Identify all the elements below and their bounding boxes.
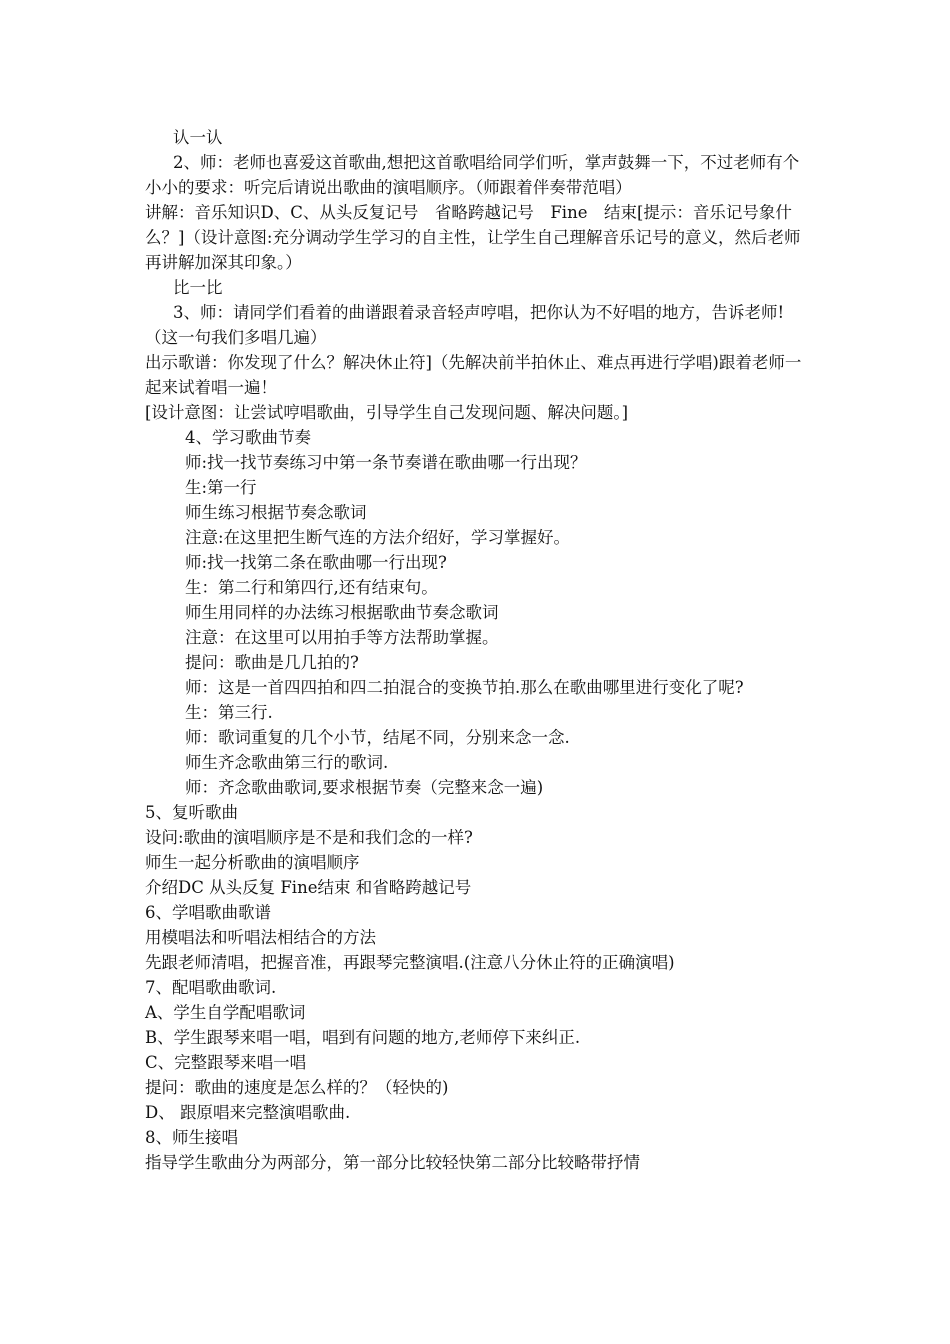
paragraph: 设问:歌曲的演唱顺序是不是和我们念的一样? <box>145 828 473 847</box>
paragraph: 5、复听歌曲 <box>145 803 238 822</box>
paragraph: 师:找一找第二条在歌曲哪一行出现? <box>185 553 447 572</box>
paragraph: 3、师：请同学们看着的曲谱跟着录音轻声哼唱，把你认为不好唱的地方，告诉老师!（这一句我们多唱几遍） <box>145 303 785 347</box>
paragraph: C、完整跟琴来唱一唱 <box>145 1053 307 1072</box>
paragraph: 指导学生歌曲分为两部分，第一部分比较轻快第二部分比较略带抒情 <box>145 1153 640 1172</box>
document-body <box>145 125 810 1175</box>
paragraph: 师:找一找节奏练习中第一条节奏谱在歌曲哪一行出现？ <box>185 453 587 472</box>
paragraph: 师生练习根据节奏念歌词 <box>185 503 367 522</box>
paragraph: 提问：歌曲的速度是怎么样的？（轻快的) <box>145 1078 449 1097</box>
paragraph: B、学生跟琴来唱一唱，唱到有问题的地方,老师停下来纠正. <box>145 1028 581 1047</box>
paragraph: 比一比 <box>173 278 223 297</box>
paragraph: 师：齐念歌曲歌词,要求根据节奏（完整来念一遍) <box>185 778 544 797</box>
paragraph: [设计意图：让尝试哼唱歌曲，引导学生自己发现问题、解决问题。] <box>145 403 629 422</box>
paragraph: 师生一起分析歌曲的演唱顺序 <box>145 853 360 872</box>
paragraph: 师：歌词重复的几个小节，结尾不同，分别来念一念. <box>185 728 570 747</box>
paragraph: 生:第一行 <box>185 478 257 497</box>
paragraph: 8、师生接唱 <box>145 1128 238 1147</box>
paragraph: 介绍DC 从头反复 Fine结束 和省略跨越记号 <box>145 878 472 897</box>
paragraph: A、学生自学配唱歌词 <box>145 1003 306 1022</box>
paragraph: 先跟老师清唱，把握音准，再跟琴完整演唱.(注意八分休止符的正确演唱) <box>145 953 675 972</box>
paragraph: D、 跟原唱来完整演唱歌曲. <box>145 1103 351 1122</box>
paragraph: 7、配唱歌曲歌词. <box>145 978 277 997</box>
paragraph: 4、学习歌曲节奏 <box>185 428 311 447</box>
paragraph: 注意:在这里把生断气连的方法介绍好，学习掌握好。 <box>185 528 571 547</box>
paragraph: 6、学唱歌曲歌谱 <box>145 903 271 922</box>
paragraph: 师生用同样的办法练习根据歌曲节奏念歌词 <box>185 603 499 622</box>
paragraph: 2、师：老师也喜爱这首歌曲,想把这首歌唱给同学们听，掌声鼓舞一下，不过老师有个小小的要求：听完后请说出歌曲的演唱顺序。（师跟着伴奏带范唱） <box>145 153 800 197</box>
paragraph: 注意：在这里可以用拍手等方法帮助掌握。 <box>185 628 499 647</box>
paragraph: 用模唱法和听唱法相结合的方法 <box>145 928 376 947</box>
paragraph: 讲解：音乐知识D、C、从头反复记号 省略跨越记号 Fine 结束[提示：音乐记号象什么？]（设计意图:充分调动学生学习的自主性，让学生自己理解音乐记号的意义，然后老师再讲解加深其印象。） <box>145 203 801 272</box>
paragraph: 生：第三行. <box>185 703 273 722</box>
paragraph: 师生齐念歌曲第三行的歌词. <box>185 753 389 772</box>
paragraph: 认一认 <box>173 128 223 147</box>
paragraph: 出示歌谱：你发现了什么？解决休止符]（先解决前半拍休止、难点再进行学唱)跟着老师一起来试着唱一遍！ <box>145 353 802 397</box>
paragraph: 提问：歌曲是几几拍的? <box>185 653 359 672</box>
paragraph: 师：这是一首四四拍和四二拍混合的变换节拍.那么在歌曲哪里进行变化了呢? <box>185 678 744 697</box>
paragraph: 生：第二行和第四行,还有结束句。 <box>185 578 438 597</box>
